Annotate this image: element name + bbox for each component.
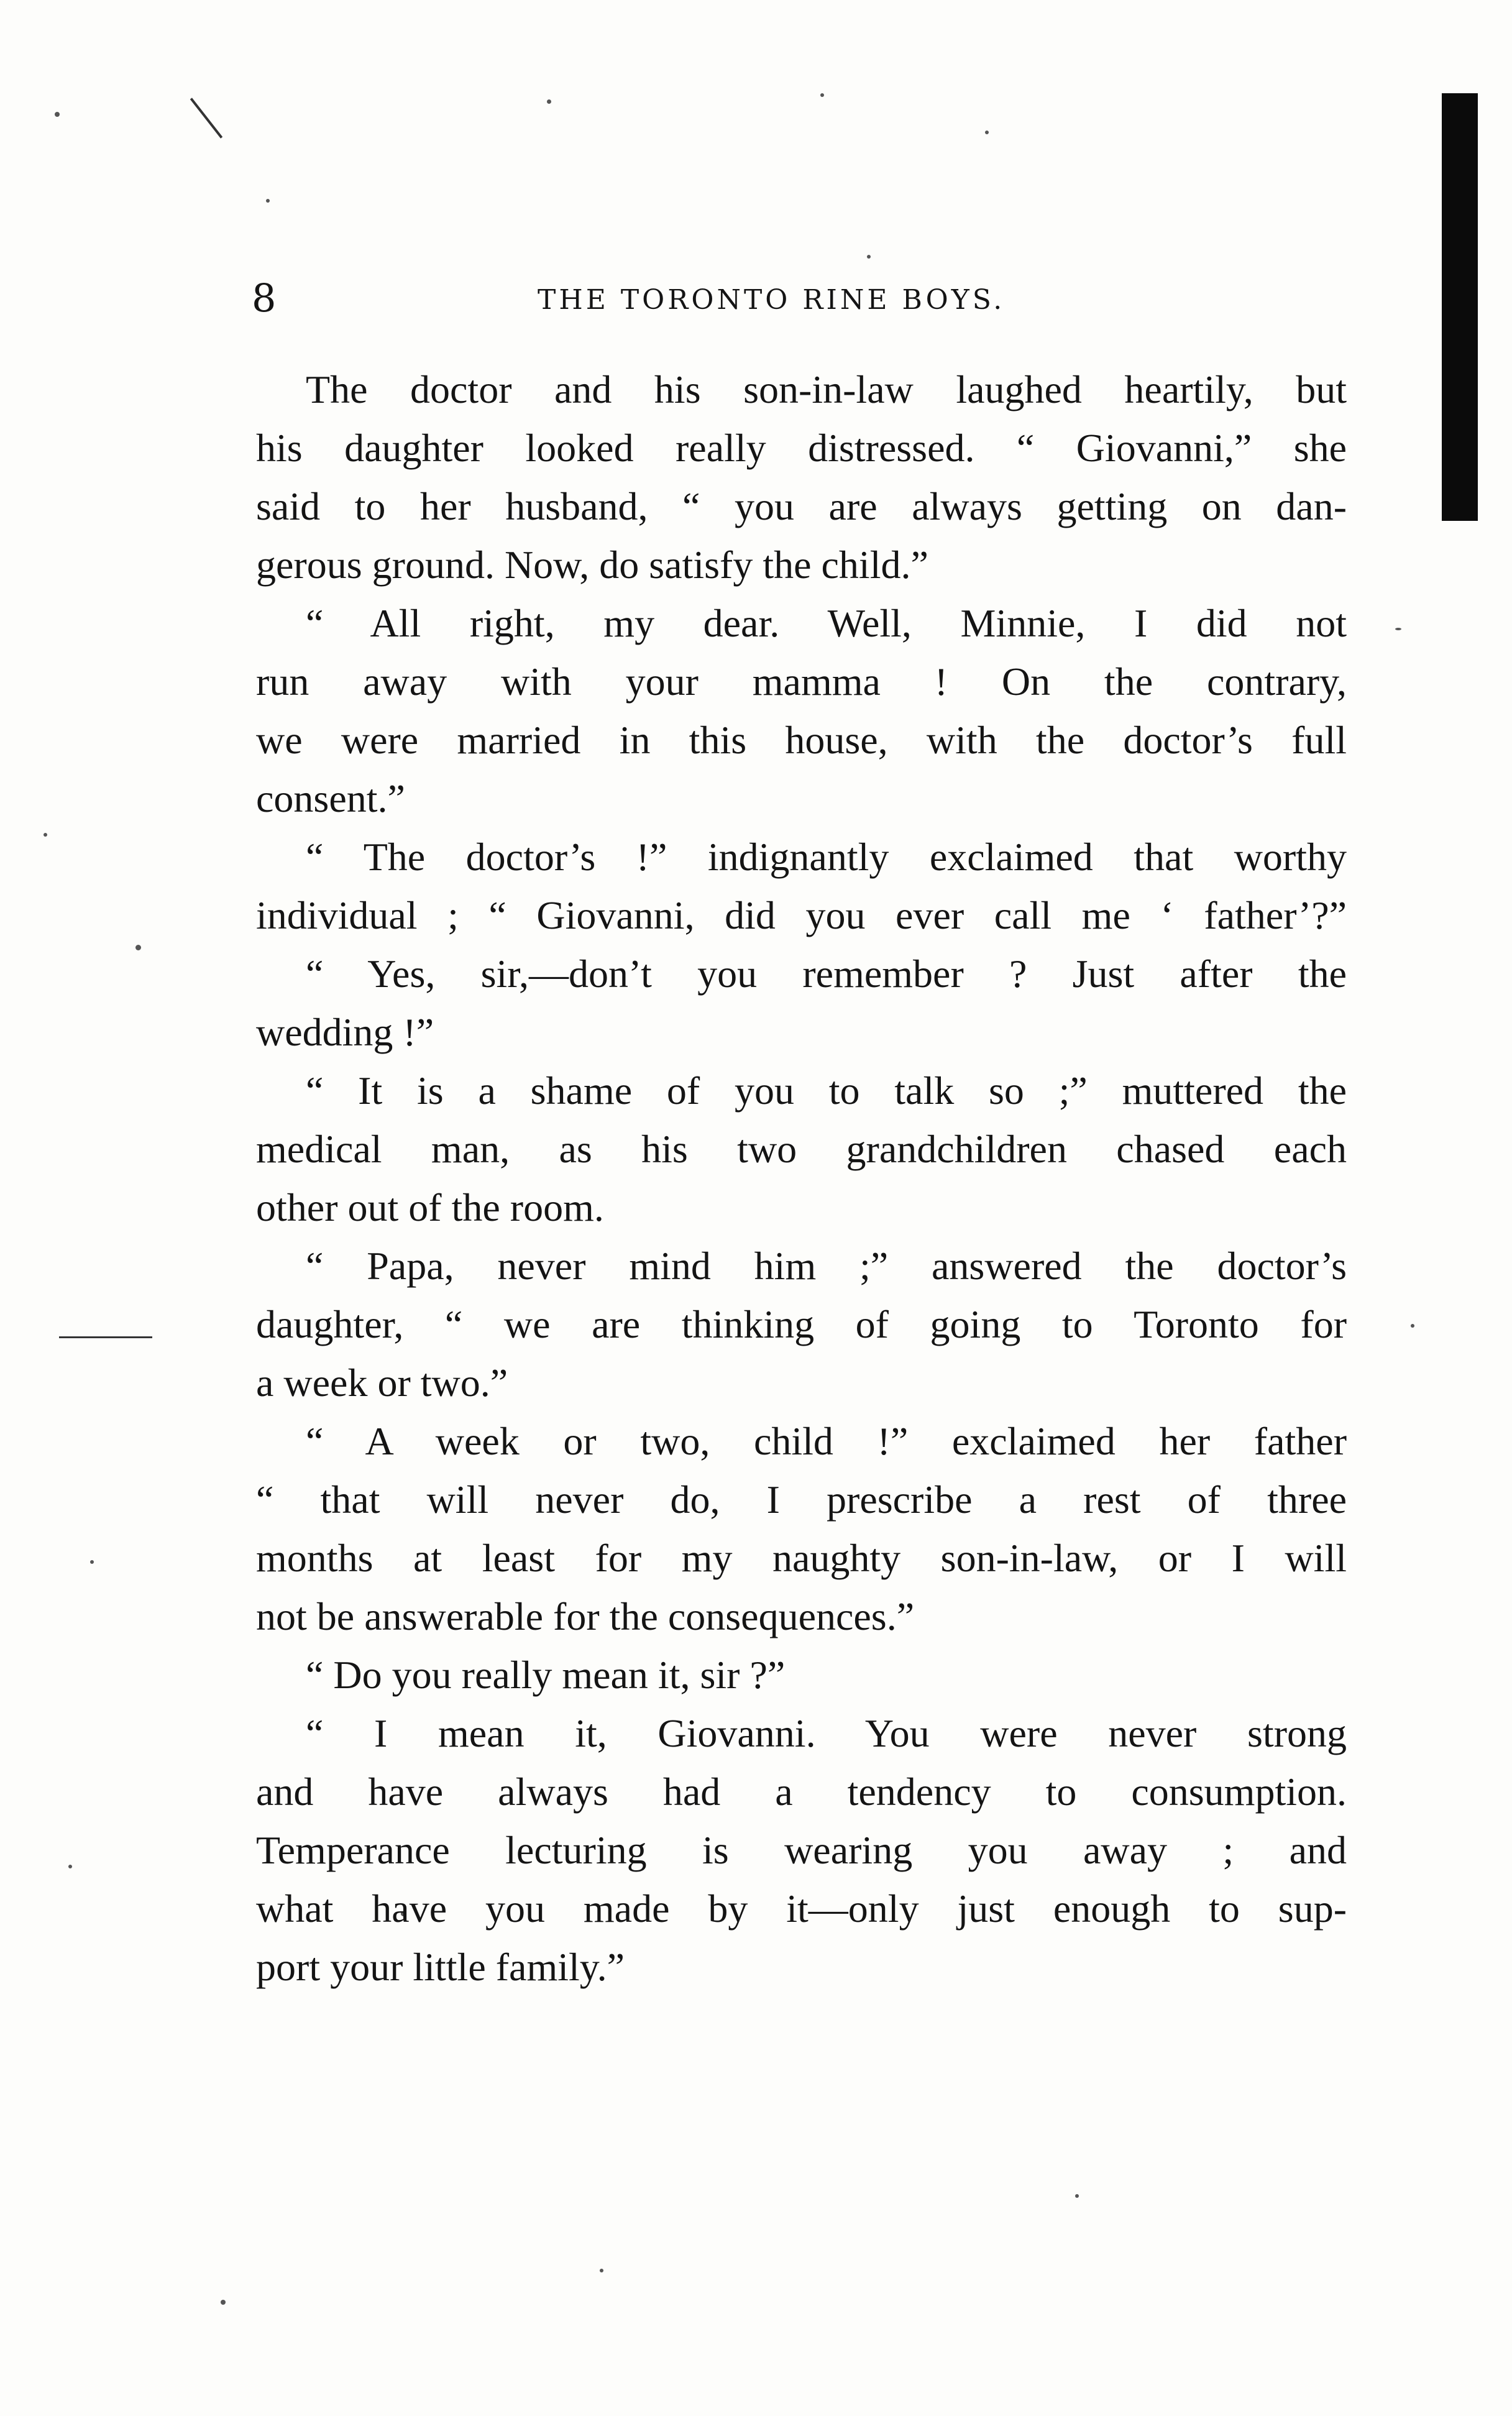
text-line: run away with your mamma ! On the contrary, <box>256 659 1347 704</box>
scan-speck <box>68 1865 72 1868</box>
running-title: THE TORONTO RINE BOYS. <box>538 284 1006 316</box>
scan-speck <box>44 833 47 837</box>
scan-speck <box>985 131 989 134</box>
text-line: daughter, “ we are thinking of going to Toronto for <box>256 1302 1347 1346</box>
scan-speck <box>600 2269 603 2272</box>
scan-mark <box>190 98 222 139</box>
text-line: we were married in this house, with the doctor’s full <box>256 718 1347 762</box>
text-line: “ that will never do, I prescribe a rest of three <box>256 1477 1347 1522</box>
text-line: his daughter looked really distressed. “ Giovanni,” she <box>256 426 1347 470</box>
text-line: wedding !” <box>256 1010 434 1054</box>
scan-speck <box>135 945 141 950</box>
text-line: gerous ground. Now, do satisfy the child.” <box>256 543 928 587</box>
scan-speck <box>55 112 60 117</box>
scan-speck <box>1411 1324 1414 1328</box>
text-line: medical man, as his two grandchildren chased each <box>256 1127 1347 1171</box>
scan-edge-bar <box>1442 93 1478 521</box>
text-line: “ The doctor’s !” indignantly exclaimed that worthy <box>306 835 1347 879</box>
scan-speck <box>221 2300 226 2305</box>
text-line: “ I mean it, Giovanni. You were never strong <box>306 1711 1347 1755</box>
scan-mark <box>59 1336 152 1338</box>
text-line: The doctor and his son-in-law laughed heartily, but <box>306 367 1347 411</box>
text-line: “ A week or two, child !” exclaimed her father <box>306 1419 1347 1463</box>
text-line: port your little family.” <box>256 1945 625 1989</box>
body-text <box>256 361 1347 1996</box>
text-line: “ It is a shame of you to talk so ;” muttered the <box>306 1068 1347 1113</box>
page-number: 8 <box>252 275 277 321</box>
text-line: “ Papa, never mind him ;” answered the doctor’s <box>306 1244 1347 1288</box>
text-line: and have always had a tendency to consumption. <box>256 1770 1347 1814</box>
text-line: other out of the room. <box>256 1185 604 1229</box>
text-line: said to her husband, “ you are always getting on dan- <box>256 484 1347 528</box>
text-line: “ All right, my dear. Well, Minnie, I did not <box>306 601 1347 645</box>
scan-speck <box>266 199 270 203</box>
scan-speck <box>867 255 871 259</box>
text-line: months at least for my naughty son-in-law, or I will <box>256 1536 1347 1580</box>
scan-speck <box>1075 2194 1079 2198</box>
scan-speck <box>90 1560 94 1564</box>
text-line: what have you made by it—only just enough to sup- <box>256 1886 1347 1931</box>
text-line: consent.” <box>256 776 405 820</box>
scan-speck <box>820 93 824 97</box>
text-line: individual ; “ Giovanni, did you ever call me ‘ father’?” <box>256 893 1347 937</box>
text-line: Temperance lecturing is wearing you away ; and <box>256 1828 1347 1872</box>
text-line: “ Do you really mean it, sir ?” <box>306 1653 786 1697</box>
text-line: not be answerable for the consequences.” <box>256 1594 915 1638</box>
scan-speck <box>1395 628 1401 630</box>
scan-speck <box>547 99 551 104</box>
text-line: a week or two.” <box>256 1361 508 1405</box>
running-head <box>252 273 1153 323</box>
text-line: “ Yes, sir,—don’t you remember ? Just after the <box>306 952 1347 996</box>
